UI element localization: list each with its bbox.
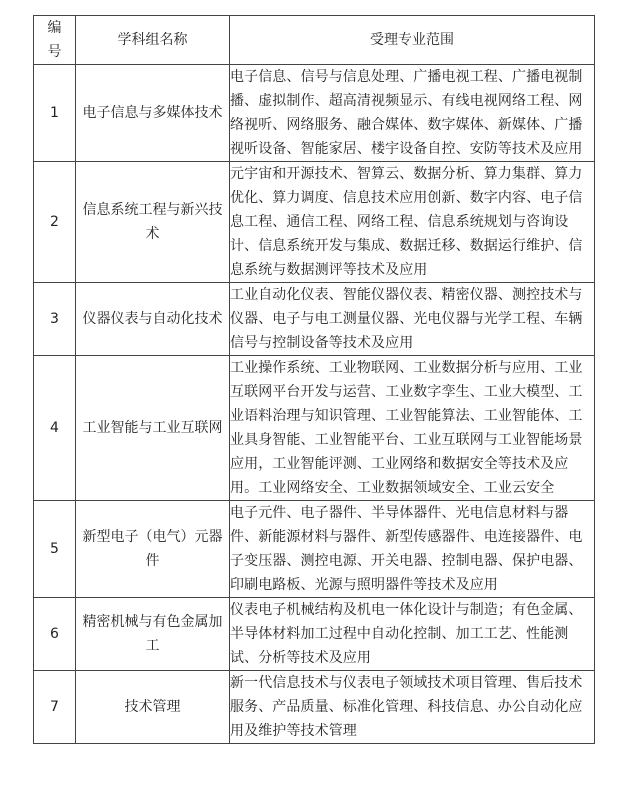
header-number [34,16,76,65]
row-scope: 工业操作系统、工业物联网、工业数据分析与应用、工业互联网平台开发与运营、工业数字孪生、工业大模型、工业语料治理与知识管理、工业智能算法、工业智能体、工业具身智能、工业智能平台、工业互联网与工业智能场景应用，工业智能评测、工业网络和数据安全等技术及应用。工业网络安全、工业数据领域安全、工业云安全 [230,356,595,501]
row-scope: 新一代信息技术与仪表电子领域技术项目管理、售后技术服务、产品质量、标准化管理、科技信息、办公自动化应用及维护等技术管理 [230,671,595,744]
row-number: 7 [34,671,76,744]
table-row [34,65,595,162]
header-scope: 受理专业范围 [230,16,595,65]
row-group: 技术管理 [76,671,230,744]
row-group: 电子信息与多媒体技术 [76,65,230,162]
specialty-table [33,15,595,744]
table-row [34,501,595,598]
row-scope: 工业自动化仪表、智能仪器仪表、精密仪器、测控技术与仪器、电子与电工测量仪器、光电仪器与光学工程、车辆信号与控制设备等技术及应用 [230,283,595,356]
table-row [34,671,595,744]
row-group: 新型电子（电气）元器件 [76,501,230,598]
header-group: 学科组名称 [76,16,230,65]
row-group: 仪器仪表与自动化技术 [76,283,230,356]
table-row [34,598,595,671]
row-number: 2 [34,162,76,283]
row-number: 1 [34,65,76,162]
row-scope: 仪表电子机械结构及机电一体化设计与制造；有色金属、半导体材料加工过程中自动化控制、加工工艺、性能测试、分析等技术及应用 [230,598,595,671]
row-scope: 电子元件、电子器件、半导体器件、光电信息材料与器件、新能源材料与器件、新型传感器件、电连接器件、电子变压器、测控电源、开关电器、控制电器、保护电器、印刷电路板、光源与照明器件等技术及应用 [230,501,595,598]
header-number-line1: 编 [47,20,62,36]
header-number-line2: 号 [47,44,62,60]
row-scope: 电子信息、信号与信息处理、广播电视工程、广播电视制播、虚拟制作、超高清视频显示、有线电视网络工程、网络视听、网络服务、融合媒体、数字媒体、新媒体、广播视听设备、智能家居、楼宇设备自控、安防等技术及应用 [230,65,595,162]
row-number: 4 [34,356,76,501]
table-row [34,283,595,356]
row-group: 信息系统工程与新兴技术 [76,162,230,283]
table-header-row [34,16,595,65]
row-scope: 元宇宙和开源技术、智算云、数据分析、算力集群、算力优化、算力调度、信息技术应用创新、数字内容、电子信息工程、通信工程、网络工程、信息系统规划与咨询设计、信息系统开发与集成、数据迁移、数据运行维护、信息系统与数据测评等技术及应用 [230,162,595,283]
table-row [34,162,595,283]
row-group: 精密机械与有色金属加工 [76,598,230,671]
row-group: 工业智能与工业互联网 [76,356,230,501]
row-number: 5 [34,501,76,598]
row-number: 6 [34,598,76,671]
row-number: 3 [34,283,76,356]
table-row [34,356,595,501]
